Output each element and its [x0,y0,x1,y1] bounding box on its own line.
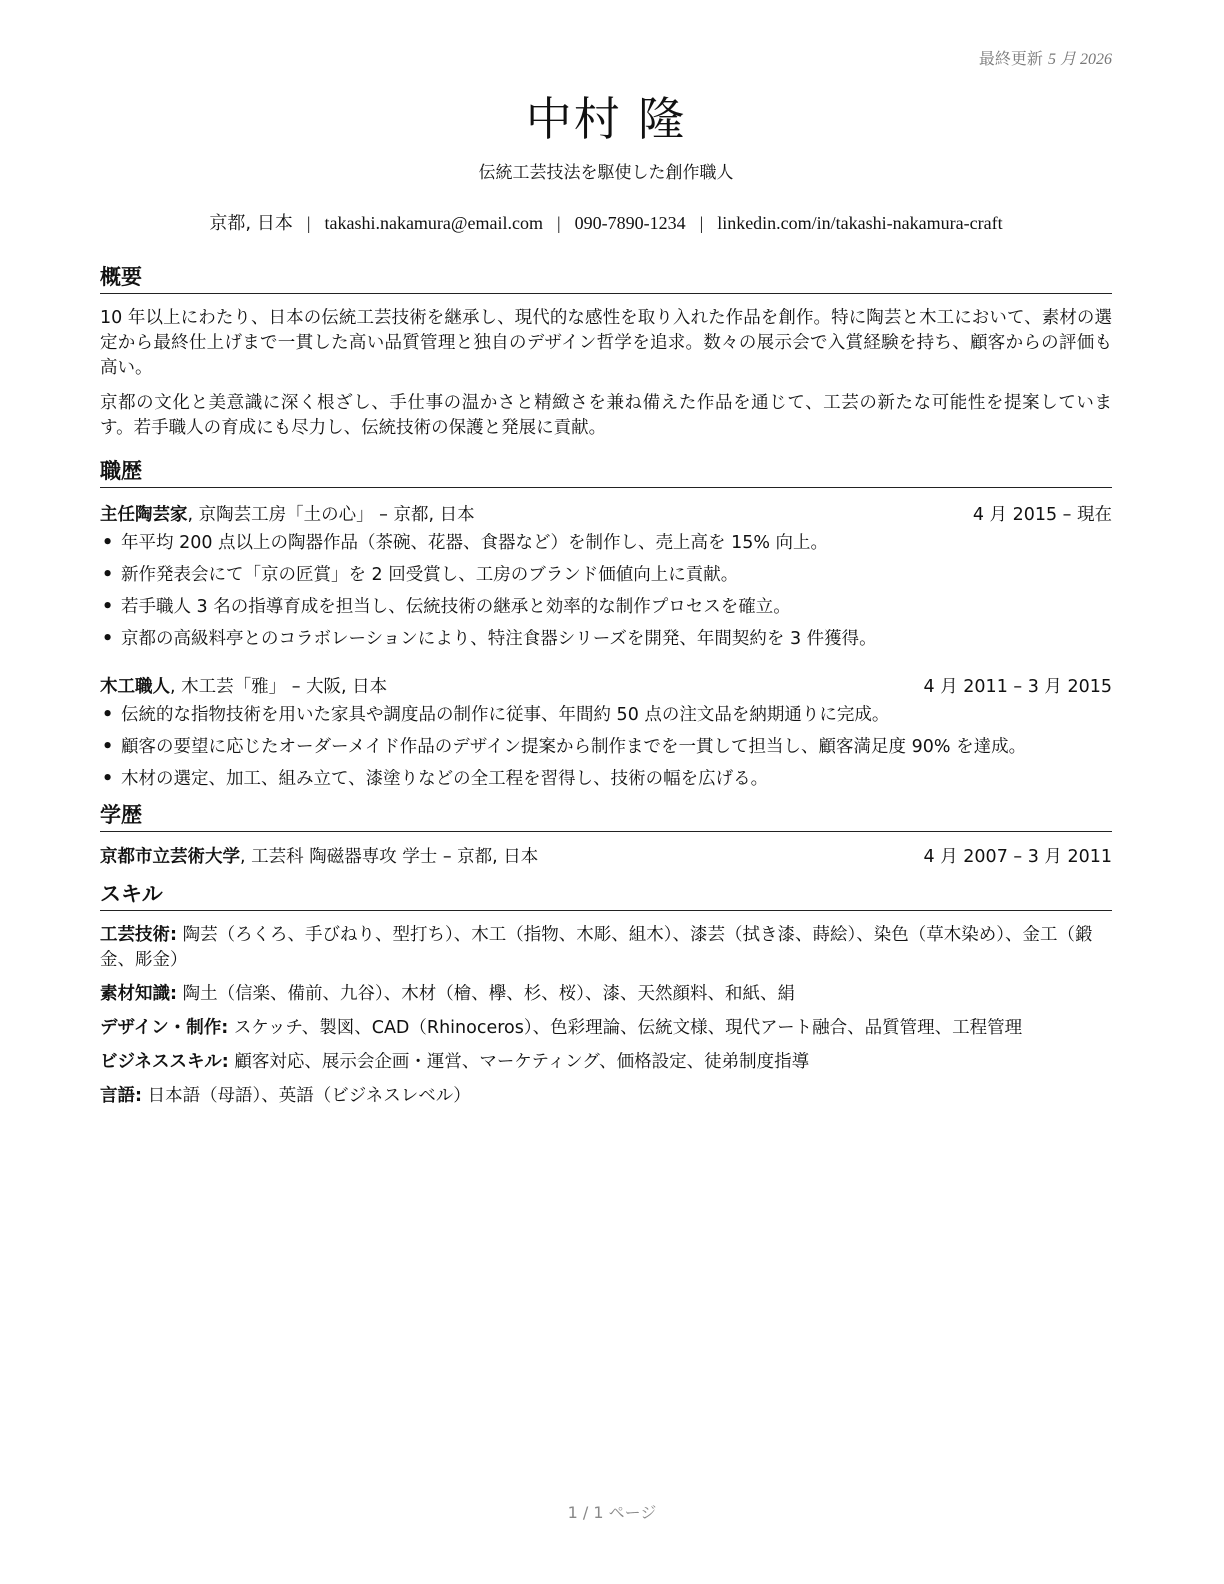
job-bullets [100,531,1112,651]
job-dates: 4 月 2011 – 3 月 2015 [923,677,1112,697]
skill-row [100,1084,1112,1109]
experience-heading: 職歴 [100,457,1112,488]
job-dates: 4 月 2015 – 現在 [972,505,1112,525]
summary-section [100,263,1112,441]
last-updated-label: 最終更新 [978,49,1043,68]
education-heading: 学歴 [100,801,1112,832]
skill-value: 日本語（母語）、英語（ビジネスレベル） [142,1086,471,1106]
skill-label: 工芸技術: [100,925,177,945]
job-org: , 木工芸「雅」 – 大阪, 日本 [170,677,388,697]
contact-separator: | [699,213,704,233]
bullet-item: • 若手職人 3 名の指導育成を担当し、伝統技術の継承と効率的な制作プロセスを確立。 [100,595,1112,619]
tagline: 伝統工芸技法を駆使した創作職人 [478,163,734,183]
education-detail: , 工芸科 陶磁器専攻 学士 – 京都, 日本 [240,847,539,867]
education-title-line [100,845,538,870]
school-name: 京都市立芸術大学 [100,847,240,867]
contact-line [100,210,1112,237]
skills-heading: スキル [100,880,1112,911]
summary-paragraph: 京都の文化と美意識に深く根ざし、手仕事の温かさと精緻さを兼ね備えた作品を通じて、工芸の新たな可能性を提案しています。若手職人の育成にも尽力し、伝統技術の保護と発展に貢献。 [100,393,1112,438]
summary-paragraph: 10 年以上にわたり、日本の伝統工芸技術を継承し、現代的な感性を取り入れた作品を創作。特に陶芸と木工において、素材の選定から最終仕上げまで一貫した高い品質管理と独自のデザイン哲学を追求。数々の展示会で入賞経験を持ち、顧客からの評価も高い。 [100,308,1112,378]
skill-value: 陶土（信楽、備前、九谷）、木材（檜、欅、杉、桜）、漆、天然顔料、和紙、絹 [177,984,796,1004]
contact-separator: | [556,213,561,233]
job-role: 主任陶芸家 [100,505,188,525]
contact-linkedin-link[interactable]: linkedin.com/in/takashi-nakamura-craft [717,213,1003,233]
contact-separator: | [306,213,311,233]
job-bullets [100,703,1112,791]
job-header [100,675,1112,700]
bullet-item: • 京都の高級料亭とのコラボレーションにより、特注食器シリーズを開発、年間契約を 3 件獲得。 [100,627,1112,651]
contact-email-link[interactable]: takashi.nakamura@email.com [324,213,543,233]
page-number: 1 / 1 ページ [567,1503,657,1522]
education-dates: 4 月 2007 – 3 月 2011 [923,847,1112,867]
skill-label: 言語: [100,1086,142,1106]
skill-label: ビジネススキル: [100,1052,229,1072]
skill-row [100,1016,1112,1041]
skill-value: スケッチ、製図、CAD（Rhinoceros）、色彩理論、伝統文様、現代アート融合、品質管理、工程管理 [228,1018,1023,1038]
skill-row [100,923,1112,973]
job-header [100,503,1112,528]
summary-heading: 概要 [100,263,1112,294]
skill-value: 顧客対応、展示会企画・運営、マーケティング、価格設定、徒弟制度指導 [228,1052,810,1072]
last-updated [979,46,1112,69]
job-title-line [100,675,387,700]
education-entry [100,845,1112,870]
job-title-line [100,503,475,528]
skill-value: 陶芸（ろくろ、手びねり、型打ち）、木工（指物、木彫、組木）、漆芸（拭き漆、蒔絵）、染色（草木染め）、金工（鍛金、彫金） [100,925,1093,970]
bullet-item: • 顧客の要望に応じたオーダーメイド作品のデザイン提案から制作までを一貫して担当し、顧客満足度 90% を達成。 [100,735,1112,759]
bullet-item: • 木材の選定、加工、組み立て、漆塗りなどの全工程を習得し、技術の幅を広げる。 [100,767,1112,791]
job-role: 木工職人 [100,677,170,697]
job-org: , 京陶芸工房「土の心」 – 京都, 日本 [187,505,475,525]
last-updated-date: 5 月 2026 [1047,51,1112,68]
skill-label: デザイン・制作: [100,1018,229,1038]
contact-phone: 090-7890-1234 [574,213,686,233]
candidate-name: 中村 隆 [525,92,687,146]
skill-row [100,1050,1112,1075]
bullet-item: • 伝統的な指物技術を用いた家具や調度品の制作に従事、年間約 50 点の注文品を納期通りに完成。 [100,703,1112,727]
skill-row [100,982,1112,1007]
bullet-item: • 新作発表会にて「京の匠賞」を 2 回受賞し、工房のブランド価値向上に貢献。 [100,563,1112,587]
experience-section [100,457,1112,791]
contact-location: 京都, 日本 [209,213,293,234]
education-section [100,801,1112,870]
skills-list [100,923,1112,1109]
skills-section [100,880,1112,1109]
bullet-item: • 年平均 200 点以上の陶器作品（茶碗、花器、食器など）を制作し、売上高を 15% 向上。 [100,531,1112,555]
skill-label: 素材知識: [100,984,177,1004]
